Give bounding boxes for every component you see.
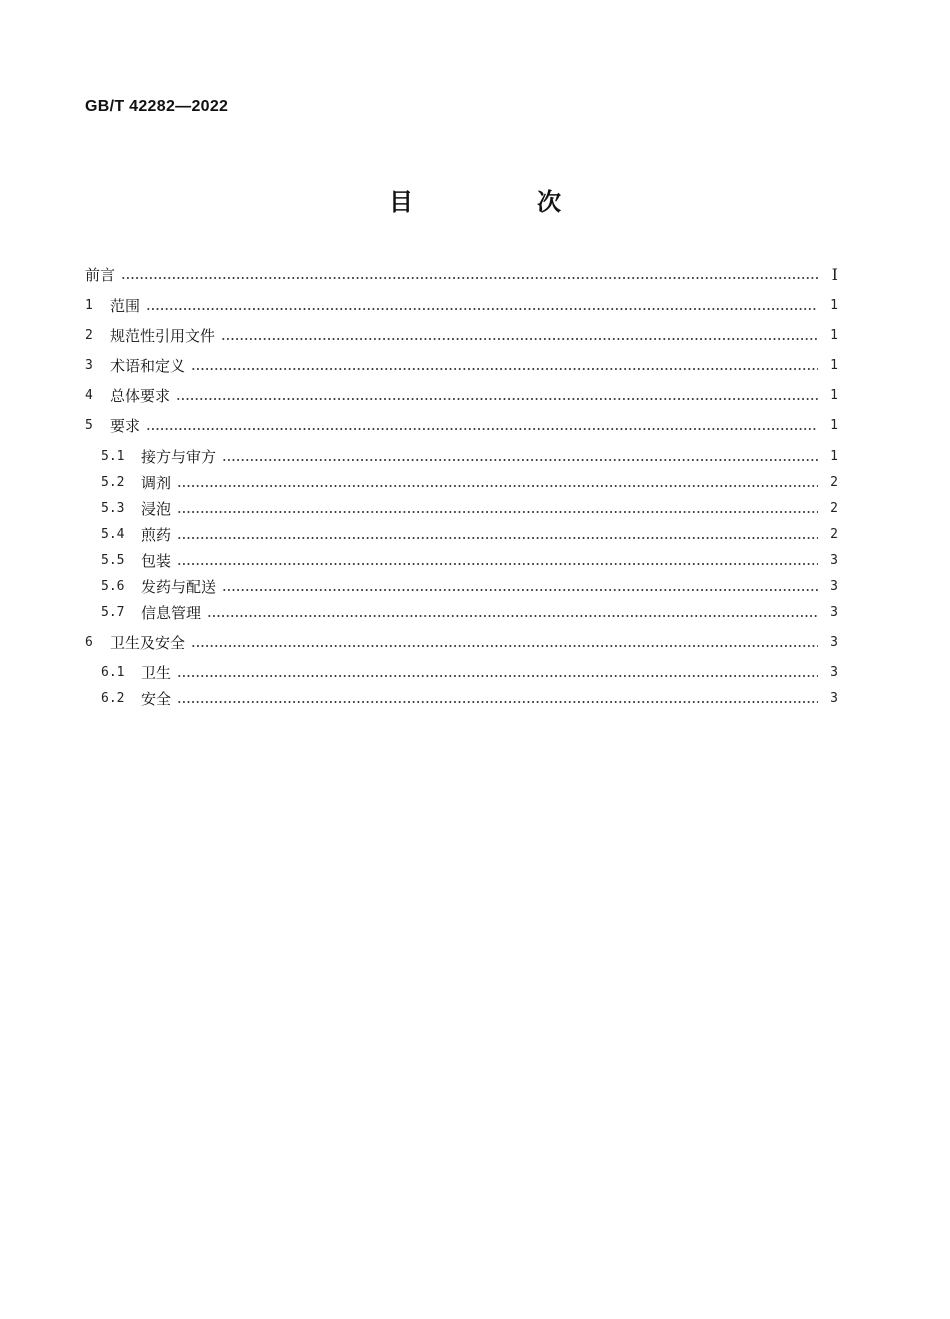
dot-leader: [177, 511, 818, 513]
toc-entry-number: 5.3: [101, 501, 125, 516]
dot-leader: [191, 368, 818, 370]
toc-entry-page: Ⅰ: [831, 265, 838, 284]
toc-entry-label: 浸泡: [141, 500, 172, 518]
toc-entry-5-2[interactable]: [101, 472, 838, 494]
toc-entry-4[interactable]: [85, 385, 838, 407]
toc-entry-number: 1: [85, 298, 93, 313]
standard-code: GB/T 42282—2022: [85, 98, 229, 115]
toc-entry-label: 接方与审方: [141, 448, 217, 466]
toc-entry-page: 3: [830, 605, 838, 620]
toc-entry-page: 3: [830, 579, 838, 594]
toc-entry-5[interactable]: [85, 415, 838, 437]
toc-entry-5-6[interactable]: [101, 576, 838, 598]
toc-entry-number: 6: [85, 635, 93, 650]
toc-entry-number: 5.6: [101, 579, 125, 594]
toc-entry-label: 调剂: [141, 474, 172, 492]
dot-leader: [191, 645, 818, 647]
toc-entry-5-1[interactable]: [101, 446, 838, 468]
toc-entry-number: 5.4: [101, 527, 125, 542]
toc-entry-label: 卫生: [141, 664, 172, 682]
toc-entry-number: 4: [85, 388, 93, 403]
toc-entry-5-4[interactable]: [101, 524, 838, 546]
dot-leader: [146, 428, 818, 430]
dot-leader: [207, 615, 818, 617]
toc-entry-3[interactable]: [85, 355, 838, 377]
dot-leader: [177, 675, 818, 677]
toc-entry-number: 6.1: [101, 665, 125, 680]
dot-leader: [177, 485, 818, 487]
toc-entry-number: 5: [85, 418, 93, 433]
toc-entry-page: 3: [830, 553, 838, 568]
toc-entry-label: 总体要求: [110, 387, 171, 405]
toc-entry-page: 2: [830, 527, 838, 542]
toc-entry-label: 煎药: [141, 526, 172, 544]
toc-entry-number: 6.2: [101, 691, 125, 706]
toc-entry-label: 安全: [141, 690, 172, 708]
toc-entry-1[interactable]: [85, 295, 838, 317]
toc-entry-6[interactable]: [85, 632, 838, 654]
toc-entry-6-1[interactable]: [101, 662, 838, 684]
toc-entry-label: 术语和定义: [110, 357, 186, 375]
toc-entry-page: 1: [830, 418, 838, 433]
toc-entry-label: 要求: [110, 417, 141, 435]
toc-entry-number: 5.2: [101, 475, 125, 490]
toc-entry-number: 2: [85, 328, 93, 343]
toc-entry-number: 5.1: [101, 449, 125, 464]
toc-entry-number: 5.5: [101, 553, 125, 568]
dot-leader: [121, 277, 818, 279]
toc-title: 目 次: [389, 188, 611, 216]
toc-entry-label: 范围: [110, 297, 141, 315]
toc-entry-number: 3: [85, 358, 93, 373]
toc-entry-page: 3: [830, 635, 838, 650]
toc-entry-page: 1: [830, 388, 838, 403]
toc-entry-foreword[interactable]: [85, 264, 838, 286]
toc-entry-page: 1: [830, 358, 838, 373]
toc-entry-2[interactable]: [85, 325, 838, 347]
toc-entry-page: 3: [830, 665, 838, 680]
toc-entry-label: 卫生及安全: [110, 634, 186, 652]
dot-leader: [177, 537, 818, 539]
toc-entry-label: 发药与配送: [141, 578, 217, 596]
toc-entry-6-2[interactable]: [101, 688, 838, 710]
dot-leader: [146, 308, 818, 310]
dot-leader: [221, 338, 818, 340]
dot-leader: [177, 701, 818, 703]
toc-entry-5-5[interactable]: [101, 550, 838, 572]
dot-leader: [177, 563, 818, 565]
toc-entry-5-7[interactable]: [101, 602, 838, 624]
toc-entry-label: 前言: [85, 266, 116, 284]
toc-entry-number: 5.7: [101, 605, 125, 620]
toc-entry-label: 信息管理: [141, 604, 202, 622]
dot-leader: [222, 459, 818, 461]
dot-leader: [222, 589, 818, 591]
toc-entry-page: 2: [830, 501, 838, 516]
toc-entry-5-3[interactable]: [101, 498, 838, 520]
toc-entry-label: 规范性引用文件: [110, 327, 216, 345]
toc-entry-label: 包装: [141, 552, 172, 570]
dot-leader: [176, 398, 818, 400]
toc-entry-page: 1: [830, 298, 838, 313]
toc-entry-page: 2: [830, 475, 838, 490]
toc-entry-page: 1: [830, 328, 838, 343]
toc-entry-page: 3: [830, 691, 838, 706]
toc-entry-page: 1: [830, 449, 838, 464]
